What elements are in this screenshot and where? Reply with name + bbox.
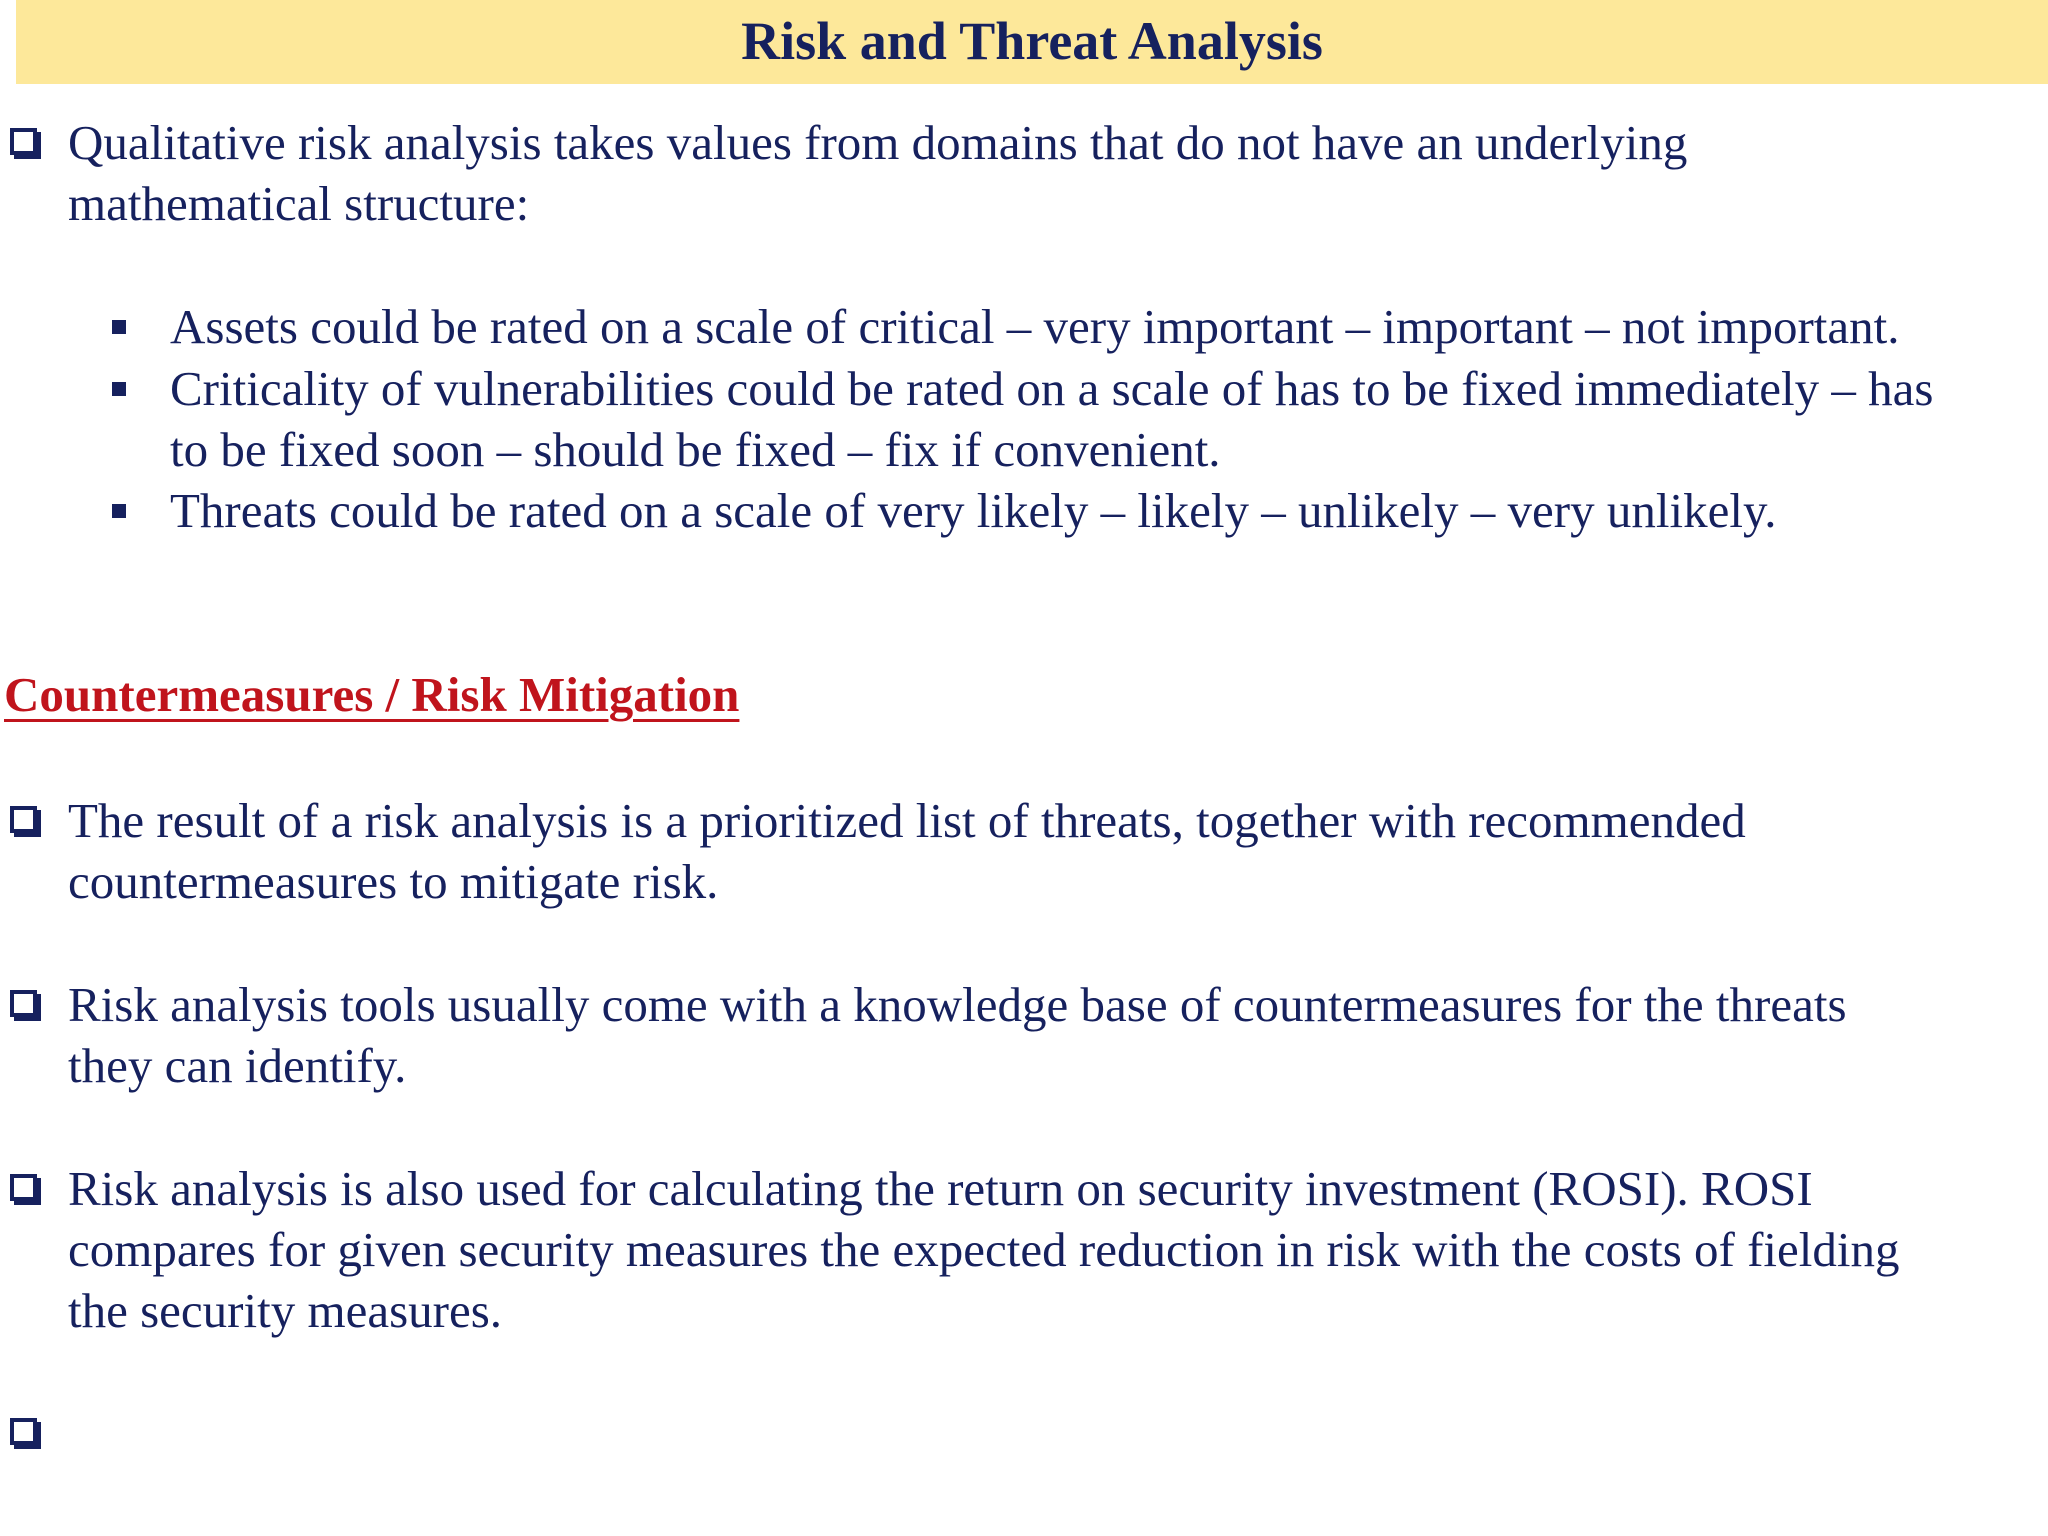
title-bar: [16, 0, 2048, 84]
page-title: Risk and Threat Analysis: [741, 11, 1323, 71]
checkbox-bullet-icon: [10, 1174, 37, 1201]
section-heading: Countermeasures / Risk Mitigation: [4, 667, 740, 722]
square-bullet-icon: [112, 382, 126, 396]
intro-bullet-text: Qualitative risk analysis takes values from domains that do not have an underlying mathematical structure:: [68, 115, 1688, 231]
sub-bullet-text: Threats could be rated on a scale of very likely – likely – unlikely – very unlikely.: [170, 483, 1777, 538]
square-bullet-icon: [112, 320, 126, 334]
checkbox-bullet-icon: [10, 128, 37, 155]
mitigation-bullet-text: Risk analysis tools usually come with a knowledge base of countermeasures for the threats they can identify.: [68, 977, 1847, 1093]
checkbox-bullet-icon: [10, 1418, 37, 1445]
checkbox-bullet-icon: [10, 806, 37, 833]
sub-bullet-text: Criticality of vulnerabilities could be rated on a scale of has to be fixed immediately – has to be fixed soon – should be fixed – fix if convenient.: [170, 361, 1934, 477]
sub-bullet-text: Assets could be rated on a scale of critical – very important – important – not important.: [170, 299, 1900, 354]
square-bullet-icon: [112, 504, 126, 518]
checkbox-bullet-icon: [10, 990, 37, 1017]
mitigation-bullet-text: The result of a risk analysis is a prioritized list of threats, together with recommended countermeasures to mitigate risk.: [68, 793, 1746, 909]
mitigation-bullet-text: Risk analysis is also used for calculating the return on security investment (ROSI). ROSI compares for given security measures the expected reduction in risk with the costs of fielding the security measures.: [68, 1161, 1900, 1338]
